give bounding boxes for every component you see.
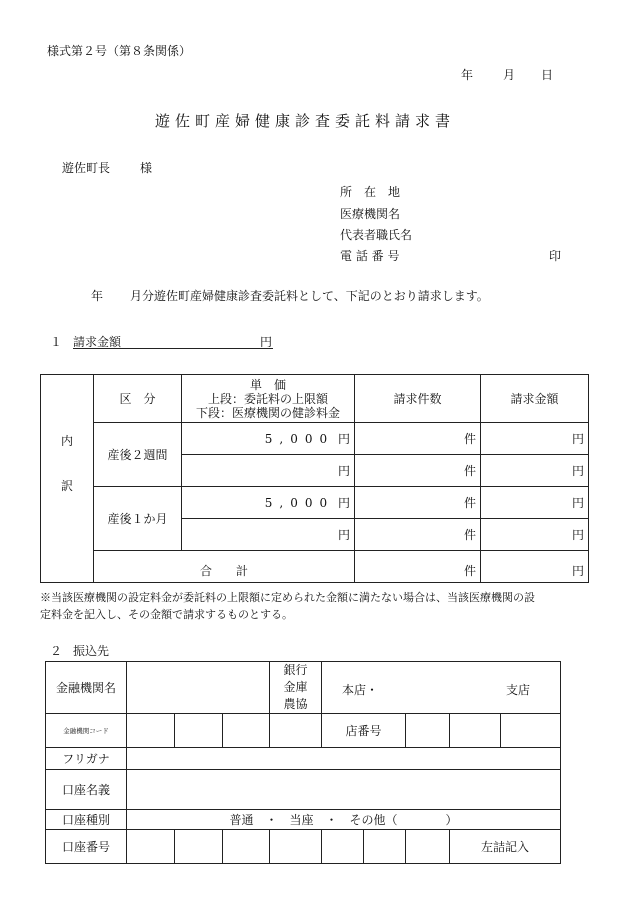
date-year-label: 年 — [461, 68, 474, 82]
total-count-cell[interactable]: 件 — [355, 551, 481, 583]
account-type-options[interactable]: 普通 ・ 当座 ・ その他（ ） — [127, 810, 561, 830]
account-number-digit[interactable] — [364, 830, 406, 864]
branch-number-digit[interactable] — [450, 714, 501, 748]
document-title: 遊佐町産婦健康診査委託料請求書 — [155, 112, 456, 130]
count-cell[interactable]: 件 — [355, 455, 481, 487]
addressee-honorific: 様 — [140, 161, 153, 175]
note-line-2: 定料金を記入し、その金額で請求するものとする。 — [40, 608, 293, 621]
total-amount-cell[interactable]: 円 — [481, 551, 589, 583]
account-type-label: 口座種別 — [46, 810, 127, 830]
form-number: 様式第２号（第８条関係） — [47, 44, 192, 58]
total-spacer — [41, 551, 94, 583]
addressee-name: 遊佐町長 — [62, 161, 111, 175]
statement-text: 月分遊佐町産婦健康診査委託料として、下記のとおり請求します。 — [130, 289, 489, 303]
phone-label: 電 話 番 号 — [340, 249, 400, 263]
col-count: 請求件数 — [355, 375, 481, 423]
count-cell[interactable]: 件 — [355, 487, 481, 519]
representative-label: 代表者職氏名 — [340, 228, 413, 242]
claim-amount-line[interactable] — [73, 333, 273, 349]
branch-number-digit[interactable] — [501, 714, 561, 748]
account-number-digit[interactable] — [127, 830, 175, 864]
amount-cell[interactable]: 円 — [481, 487, 589, 519]
row-category: 産後２週間 — [94, 423, 182, 487]
count-cell[interactable]: 件 — [355, 423, 481, 455]
amount-cell[interactable]: 円 — [481, 519, 589, 551]
bank-code-digit[interactable] — [175, 714, 223, 748]
bank-transfer-table — [45, 661, 561, 864]
account-number-digit[interactable] — [406, 830, 450, 864]
claim-amount-unit: 円 — [260, 335, 273, 349]
breakdown-table — [40, 374, 589, 583]
date-day-label: 日 — [541, 68, 554, 82]
amount-cell[interactable]: 円 — [481, 423, 589, 455]
branch-field[interactable] — [322, 662, 561, 714]
bank-code-label: 金融機関コード — [46, 714, 127, 748]
col-amount: 請求金額 — [481, 375, 589, 423]
upper-price-cell[interactable]: 5,000 円 — [182, 423, 355, 455]
bank-name-label: 金融機関名 — [46, 662, 127, 714]
claim-amount-label: 請求金額 — [73, 335, 122, 349]
col-category: 区 分 — [94, 375, 182, 423]
section2-label: 振込先 — [73, 644, 110, 658]
col-unit-price: 単 価 上段：委託料の上限額 下段：医療機関の健診料金 — [182, 375, 355, 423]
account-number-digit[interactable] — [270, 830, 322, 864]
amount-cell[interactable]: 円 — [481, 455, 589, 487]
total-label: 合 計 — [94, 551, 355, 583]
bank-code-digit[interactable] — [223, 714, 270, 748]
section1-number: １ — [50, 335, 63, 349]
branch-label: 支店 — [506, 683, 531, 697]
note-line-1: ※当該医療機関の設定料金が委託料の上限額に定められた金額に満たない場合は、当該医療機関の設 — [40, 591, 535, 604]
furigana-label: フリガナ — [46, 748, 127, 770]
branch-number-digit[interactable] — [406, 714, 450, 748]
bank-code-digit[interactable] — [270, 714, 322, 748]
account-number-digit[interactable] — [322, 830, 364, 864]
account-number-digit[interactable] — [223, 830, 270, 864]
head-office-label: 本店・ — [342, 683, 379, 697]
row-category: 産後１か月 — [94, 487, 182, 551]
account-number-digit[interactable] — [175, 830, 223, 864]
account-number-label: 口座番号 — [46, 830, 127, 864]
bank-name-field[interactable] — [127, 662, 270, 714]
count-cell[interactable]: 件 — [355, 519, 481, 551]
bank-type-options[interactable]: 銀行 金庫 農協 — [270, 662, 322, 714]
clinic-price-cell[interactable]: 円 — [182, 519, 355, 551]
statement-year: 年 — [91, 289, 104, 303]
branch-number-label: 店番号 — [322, 714, 406, 748]
org-name-label: 医療機関名 — [340, 207, 401, 221]
clinic-price-cell[interactable]: 円 — [182, 455, 355, 487]
date-month-label: 月 — [503, 68, 516, 82]
upper-price-cell[interactable]: 5,000 円 — [182, 487, 355, 519]
address-label: 所 在 地 — [340, 185, 401, 199]
section2-number: ２ — [50, 644, 63, 658]
left-align-note: 左詰記入 — [450, 830, 561, 864]
furigana-field[interactable] — [127, 748, 561, 770]
bank-code-digit[interactable] — [127, 714, 175, 748]
account-name-field[interactable] — [127, 770, 561, 810]
account-name-label: 口座名義 — [46, 770, 127, 810]
seal-mark: 印 — [549, 249, 562, 263]
breakdown-side-label: 内 訳 — [41, 375, 94, 551]
